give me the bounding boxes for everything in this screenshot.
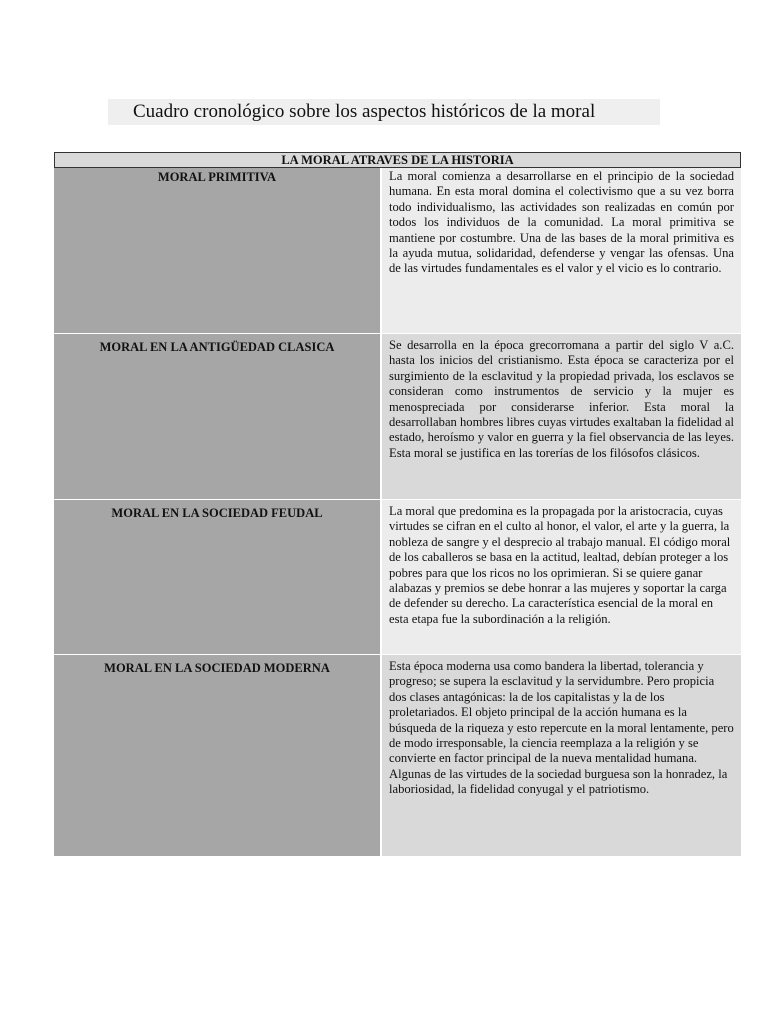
row-label-sociedad-moderna: MORAL EN LA SOCIEDAD MODERNA (54, 655, 382, 856)
table-row-antiguedad-clasica (54, 334, 741, 500)
document-title: Cuadro cronológico sobre los aspectos históricos de la moral (108, 99, 660, 125)
row-label-antiguedad-clasica: MORAL EN LA ANTIGÜEDAD CLASICA (54, 334, 382, 499)
table-row-sociedad-feudal (54, 500, 741, 655)
row-label-sociedad-feudal: MORAL EN LA SOCIEDAD FEUDAL (54, 500, 382, 654)
table-header: LA MORAL ATRAVES DE LA HISTORIA (54, 152, 741, 168)
chronology-table (54, 152, 741, 857)
row-text-sociedad-moderna: Esta época moderna usa como bandera la libertad, tolerancia y progreso; se supera la esclavitud y la servidumbre. Pero propicia dos clases antagónicas: la de los capitalistas y la de los proletariados. El objeto principal de la acción humana es la búsqueda de la riqueza y esto repercute en la moral lentamente, pero de modo irresponsable, la ciencia reemplaza a la religión y se convierte en factor principal de la nueva mentalidad humana. Algunas de las virtudes de la sociedad burguesa son la honradez, la laboriosidad, la fidelidad conyugal y el patriotismo. (382, 655, 741, 856)
row-text-antiguedad-clasica: Se desarrolla en la época grecorromana a partir del siglo V a.C. hasta los inicios del cristianismo. Esta época se caracteriza por el surgimiento de la esclavitud y la propiedad privada, los esclavos se consideran como instrumentos de servicio y la mujer es menospreciada por considerarse inferior. Esta moral la desarrollaban hombres libres cuyas virtudes exaltaban la fidelidad al estado, heroísmo y valor en guerra y la fiel observancia de las leyes. Esta moral se justifica en las torerías de los filósofos clásicos. (382, 334, 741, 499)
table-row-sociedad-moderna (54, 655, 741, 857)
row-text-sociedad-feudal: La moral que predomina es la propagada por la aristocracia, cuyas virtudes se cifran en el culto al honor, el valor, el arte y la guerra, la nobleza de sangre y el desprecio al trabajo manual. El código moral de los caballeros se basa en la actitud, lealtad, debían proteger a los pobres para que los ricos no los oprimieran. Si se quiere ganar alabazas y premios se debe honrar a las mujeres y soportar la carga de defender su derecho. La característica esencial de la moral en esta etapa fue la subordinación a la religión. (382, 500, 741, 654)
table-row-moral-primitiva (54, 168, 741, 334)
row-text-moral-primitiva: La moral comienza a desarrollarse en el principio de la sociedad humana. En esta moral domina el colectivismo que a su vez borra todo individualismo, las actividades son realizadas en común por todos los individuos de la comunidad. La moral primitiva se mantiene por costumbre. Una de las bases de la moral primitiva es la ayuda mutua, solidaridad, defenderse y vengar las ofensas. Una de las virtudes fundamentales es el valor y el vicio es lo contrario. (382, 168, 741, 333)
row-label-moral-primitiva: MORAL PRIMITIVA (54, 168, 382, 333)
